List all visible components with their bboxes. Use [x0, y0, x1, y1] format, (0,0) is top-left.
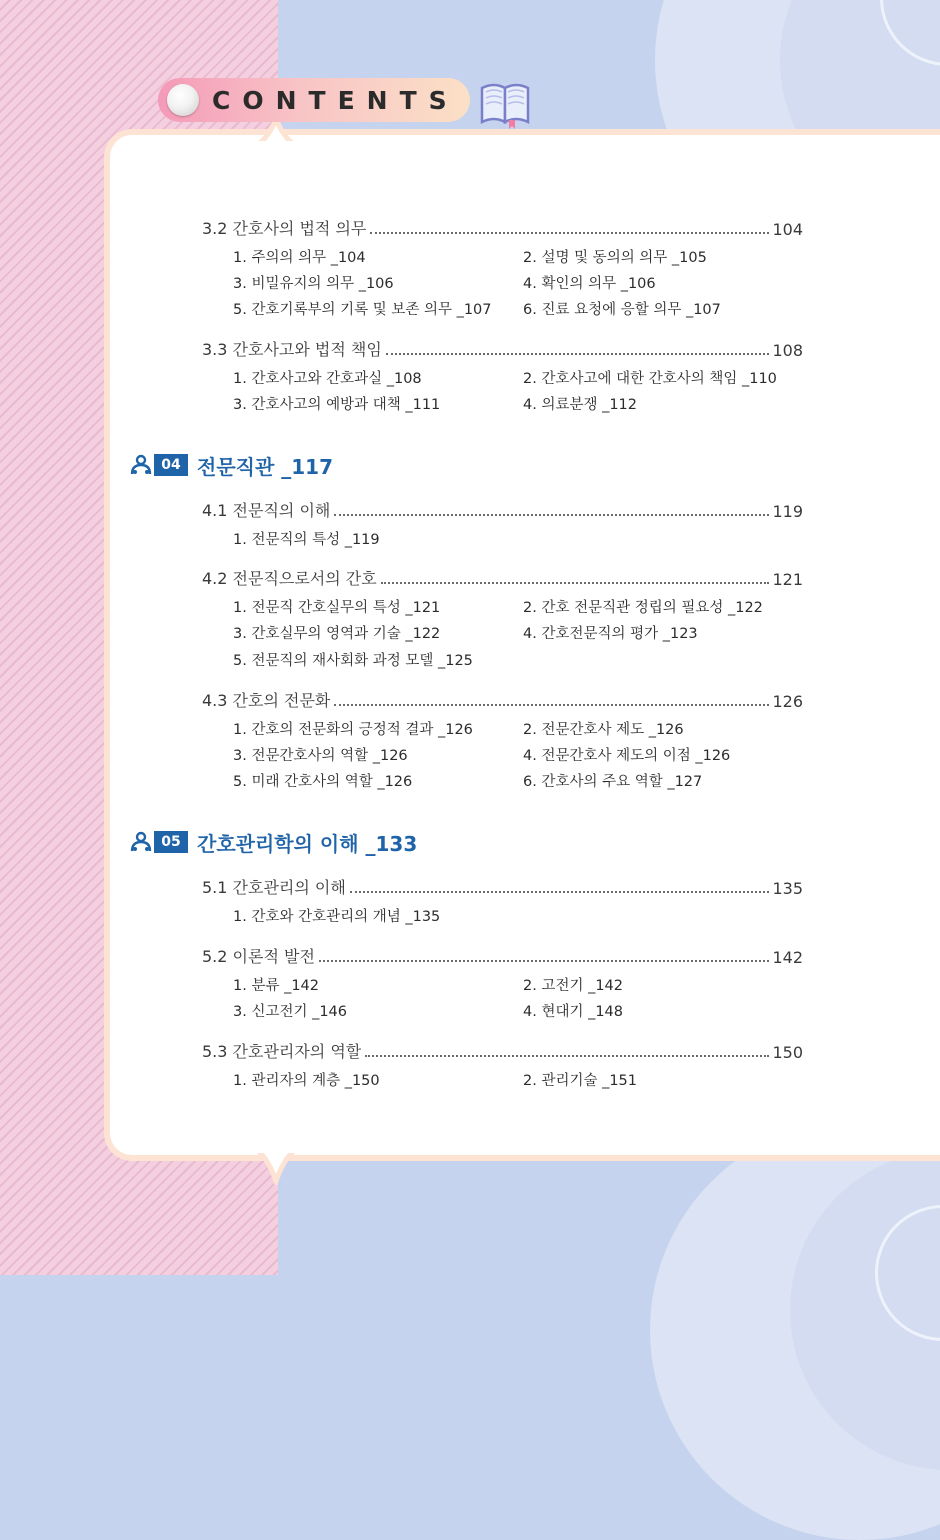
toc-item[interactable]: 1. 간호와 간호관리의 개념 _135	[233, 909, 441, 925]
section-title: 5.2 이론적 발전	[202, 947, 315, 966]
dot-leader	[334, 704, 769, 706]
section-title: 3.2 간호사의 법적 의무	[202, 219, 367, 238]
section-5-2[interactable]	[202, 945, 803, 967]
page-number: 150	[772, 1043, 803, 1062]
toc-item[interactable]: 5. 미래 간호사의 역할 _126	[233, 774, 413, 790]
toc-item[interactable]: 2. 관리기술 _151	[523, 1073, 638, 1089]
dot-leader	[350, 891, 770, 893]
section-4-1[interactable]	[202, 499, 803, 521]
toc-item[interactable]: 4. 의료분쟁 _112	[523, 397, 638, 413]
page-number: 104	[772, 220, 803, 239]
toc-item[interactable]: 1. 관리자의 계층 _150	[233, 1073, 380, 1089]
toc-item[interactable]: 3. 전문간호사의 역할 _126	[233, 748, 408, 764]
page-number: 135	[772, 879, 803, 898]
section-title: 4.1 전문직의 이해	[202, 501, 331, 520]
toc-item[interactable]: 3. 간호실무의 영역과 기술 _122	[233, 626, 441, 642]
toc-item[interactable]: 4. 간호전문직의 평가 _123	[523, 626, 698, 642]
toc-item[interactable]: 6. 간호사의 주요 역할 _127	[523, 774, 703, 790]
toc-item[interactable]: 5. 간호기록부의 기록 및 보존 의무 _107	[233, 302, 492, 318]
section-title: 5.1 간호관리의 이해	[202, 878, 346, 897]
section-title: 3.3 간호사고와 법적 책임	[202, 340, 382, 359]
toc-item[interactable]: 1. 주의의 의무 _104	[233, 250, 366, 266]
page-number: 126	[772, 692, 803, 711]
dot-leader	[319, 960, 770, 962]
page-number: 121	[772, 570, 803, 589]
toc-item[interactable]: 4. 현대기 _148	[523, 1004, 623, 1020]
chapter-number-badge: 04	[154, 454, 188, 476]
toc-item[interactable]: 1. 전문직의 특성 _119	[233, 532, 380, 548]
toc-item[interactable]: 1. 전문직 간호실무의 특성 _121	[233, 600, 441, 616]
dot-leader	[381, 582, 770, 584]
person-icon	[130, 831, 152, 853]
toc-item[interactable]: 2. 고전기 _142	[523, 978, 623, 994]
page-number: 119	[772, 502, 803, 521]
section-title: 4.3 간호의 전문화	[202, 691, 331, 710]
section-4-2[interactable]	[202, 567, 803, 589]
toc-item[interactable]: 1. 간호사고와 간호과실 _108	[233, 371, 422, 387]
chapter-title: 간호관리학의 이해 _133	[197, 831, 418, 856]
page-number: 108	[772, 341, 803, 360]
toc-item[interactable]: 2. 간호 전문직관 정립의 필요성 _122	[523, 600, 763, 616]
dot-leader	[365, 1055, 769, 1057]
chapter-05-heading[interactable]	[130, 829, 417, 855]
toc-item[interactable]: 1. 간호의 전문화의 긍정적 결과 _126	[233, 722, 473, 738]
toc-item[interactable]: 2. 간호사고에 대한 간호사의 책임 _110	[523, 371, 777, 387]
contents-title: CONTENTS	[212, 86, 459, 115]
toc-item[interactable]: 1. 분류 _142	[233, 978, 319, 994]
toc-item[interactable]: 4. 전문간호사 제도의 이점 _126	[523, 748, 731, 764]
dot-leader	[386, 353, 770, 355]
section-4-3[interactable]	[202, 689, 803, 711]
dot-leader	[370, 232, 769, 234]
toc-item[interactable]: 4. 확인의 의무 _106	[523, 276, 656, 292]
section-3-2[interactable]	[202, 217, 803, 239]
chapter-04-heading[interactable]	[130, 452, 333, 478]
chapter-title: 전문직관 _117	[197, 454, 333, 479]
toc-item[interactable]: 2. 설명 및 동의의 의무 _105	[523, 250, 707, 266]
toc-item[interactable]: 3. 비밀유지의 의무 _106	[233, 276, 394, 292]
person-icon	[130, 454, 152, 476]
section-5-1[interactable]	[202, 876, 803, 898]
section-title: 4.2 전문직으로서의 간호	[202, 569, 377, 588]
section-5-3[interactable]	[202, 1040, 803, 1062]
toc-item[interactable]: 3. 간호사고의 예방과 대책 _111	[233, 397, 441, 413]
chapter-number-badge: 05	[154, 831, 188, 853]
toc-item[interactable]: 6. 진료 요청에 응할 의무 _107	[523, 302, 721, 318]
toc-item[interactable]: 2. 전문간호사 제도 _126	[523, 722, 684, 738]
toc-item[interactable]: 3. 신고전기 _146	[233, 1004, 348, 1020]
toc-item[interactable]: 5. 전문직의 재사회화 과정 모델 _125	[233, 653, 473, 669]
dot-leader	[334, 514, 769, 516]
section-3-3[interactable]	[202, 338, 803, 360]
page-number: 142	[772, 948, 803, 967]
section-title: 5.3 간호관리자의 역할	[202, 1042, 362, 1061]
